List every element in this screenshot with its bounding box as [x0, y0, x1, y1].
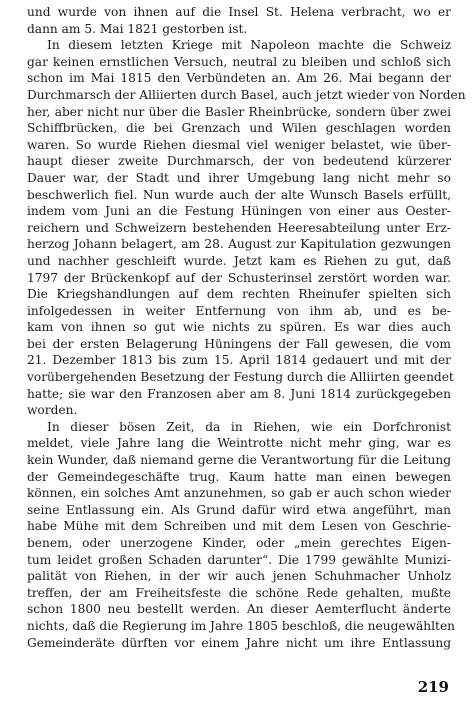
- text-line: In dieser bösen Zeit, da in Riehen, wie ein Dorfchronist: [47, 419, 451, 434]
- text-line: nichts, daß die Regierung im Jahre 1805 beschloß, die neugewählten: [27, 618, 456, 633]
- text-line: Schiffbrücken, die bei Grenzach und Wilen geschlagen worden: [27, 121, 451, 136]
- text-line: Durchmarsch der Alliierten durch Basel, auch jetzt wieder von Norden: [27, 87, 466, 102]
- page-number: 219: [417, 678, 449, 696]
- text-line: her, aber nicht nur über die Basler Rheinbrücke, sondern über zwei: [27, 104, 451, 119]
- text-line: Die Kriegshandlungen auf dem rechten Rheinufer spielten sich: [27, 287, 451, 302]
- text-line: meldet, viele Jahre lang die Weintrotte nicht mehr ging, war es: [27, 436, 451, 451]
- text-line: Dauer war, der Stadt und ihrer Umgebung lang nicht mehr so: [27, 170, 451, 185]
- text-line: infolgedessen in weiter Entfernung von ihm ab, und es be-: [27, 303, 451, 318]
- body-text: [27, 4, 466, 651]
- text-line: indem vom Juni an die Festung Hüningen von einer aus Oester-: [27, 204, 451, 219]
- paragraph-1: [27, 4, 451, 37]
- text-line: schon 1800 neu bestellt werden. An dieser Aemterflucht änderte: [27, 602, 451, 617]
- text-line: der Gemeindegeschäfte trug. Kaum hatte man einen bewegen: [27, 469, 451, 484]
- text-line: habe Mühe mit dem Schreiben und mit dem Lesen von Geschrie-: [27, 519, 451, 534]
- text-line: und wurde von ihnen auf die Insel St. Helena verbracht, wo er: [27, 5, 451, 19]
- text-line: Gemeinderäte dürften vor einem Jahre nicht um ihre Entlassung: [27, 635, 451, 650]
- text-line: benem, oder unerzogene Kinder, oder „mein gerechtes Eigen-: [27, 536, 451, 550]
- text-line: schon im Mai 1815 den Verbündeten an. Am 26. Mai begann der: [27, 71, 451, 86]
- text-line: waren. So wurde Riehen diesmal viel weniger belastet, wie über-: [27, 137, 451, 152]
- text-line: treffen, der am Freiheitsfeste die schöne Rede gehalten, mußte: [27, 585, 451, 600]
- text-line: reichern und Schweizern bestehenden Heeresabteilung unter Erz-: [27, 220, 451, 235]
- text-line: tum leidet großen Schaden darunter“. Die 1799 gewählte Munizi-: [27, 552, 451, 567]
- text-line: beschwerlich fiel. Nun wurde auch der alte Wunsch Basels erfüllt,: [27, 187, 451, 202]
- text-line: und nachher geschleift wurde. Jetzt kam es Riehen zu gut, daß: [27, 253, 451, 268]
- text-line: 1797 der Brückenkopf auf der Schusterinsel zerstört worden war.: [27, 270, 451, 285]
- text-line: bei der ersten Belagerung Hüningens der Fall gewesen, die vom: [27, 336, 451, 351]
- text-line: kein Wunder, daß niemand gerne die Verantwortung für die Leitung: [27, 453, 451, 468]
- text-line: können, ein solches Amt anzunehmen, so gab er auch schon wieder: [27, 486, 451, 501]
- paragraph-3: [27, 419, 456, 651]
- text-line: herzog Johann belagert, am 28. August zur Kapitulation gezwungen: [27, 237, 451, 252]
- text-line: dann am 5. Mai 1821 gestorben ist.: [27, 21, 248, 36]
- text-line: vorübergehenden Besetzung der Festung durch die Alliirten geendet: [27, 370, 454, 385]
- text-line: In diesem letzten Kriege mit Napoleon machte die Schweiz: [47, 38, 451, 53]
- paragraph-2: [27, 37, 466, 419]
- text-line: worden.: [27, 403, 78, 418]
- text-line: gar keinen ernstlichen Versuch, neutral zu bleiben und schloß sich: [27, 54, 451, 69]
- text-line: 21. Dezember 1813 bis zum 15. April 1814 gedauert und mit der: [27, 353, 451, 368]
- text-line: palität von Riehen, in der wir auch jenen Schuhmacher Unholz: [27, 569, 451, 584]
- text-line: seine Entlassung ein. Als Grund dafür wird etwa angeführt, man: [27, 502, 451, 517]
- text-line: kam von ihnen so gut wie nichts zu spüren. Es war dies auch: [27, 320, 451, 335]
- text-line: haupt dieser zweite Durchmarsch, der von bedeutend kürzerer: [27, 154, 451, 169]
- text-line: hatte; sie war den Franzosen aber am 8. Juni 1814 zurückgegeben: [27, 386, 451, 401]
